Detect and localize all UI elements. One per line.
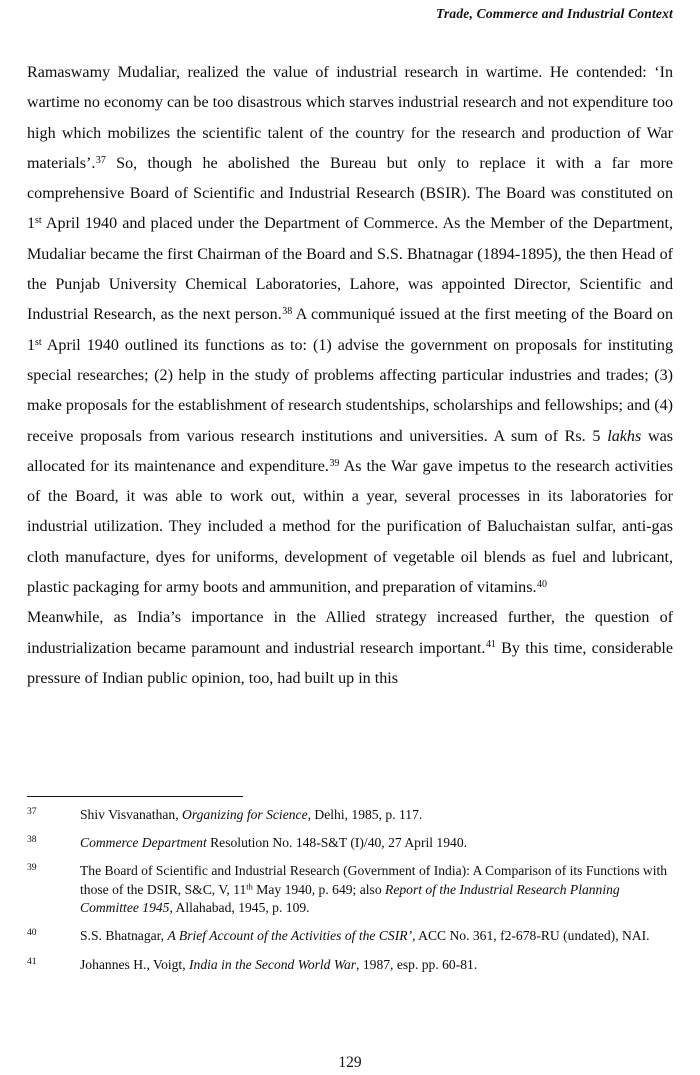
footnote-text-39 — [80, 862, 673, 918]
footnote-ref-39[interactable]: 39 — [329, 457, 340, 469]
para1-segment-1: Ramaswamy Mudaliar, realized the value of industrial research in wartime. He contended: ‘In wartime no economy can be too disastrous which starves industrial research and not expenditure too high which mobilizes the scientific talent of the country for the research and production of War materials’. — [27, 64, 673, 172]
body-text-block — [27, 58, 673, 694]
footnote-item-38 — [27, 834, 673, 853]
footnote-ref-37[interactable]: 37 — [95, 154, 106, 166]
fn39-segment-2: May 1940, p. 649; also — [252, 881, 386, 897]
fn39-segment-3: , Allahabad, 1945, p. 109. — [169, 900, 310, 916]
fn41-segment-1: Johannes H., Voigt, — [80, 956, 190, 972]
footnote-text-40 — [80, 927, 673, 946]
footnote-text-41 — [80, 956, 673, 975]
running-head: Trade, Commerce and Industrial Context — [436, 6, 673, 21]
footnote-area — [27, 796, 673, 974]
para1-segment-2: So, though he abolished the Bureau but only to replace it with a far more comprehensive Board of Scientific and Industrial Research (BSIR). The Board was constituted on 1 — [27, 154, 673, 233]
footnote-separator-rule — [27, 796, 243, 797]
fn40-segment-1: S.S. Bhatnagar, — [80, 928, 168, 944]
para1-segment-3: April 1940 and placed under the Department of Commerce. As the Member of the Department, Mudaliar became the first Chairman of the Board and S.S. Bhatnagar (1894-1895), the then Head of the Punjab University Chemical Laboratories, Lahore, was appointed Director, Scientific and Industrial Research, as the next person. — [27, 215, 673, 324]
paragraph-1 — [27, 58, 673, 603]
fn40-segment-2: , ACC No. 361, f2-678-RU (undated), NAI. — [412, 928, 650, 944]
ordinal-suffix-2: st — [35, 336, 42, 348]
footnote-item-39 — [27, 862, 673, 918]
footnote-number-39: 39 — [27, 862, 37, 874]
fn41-italic-title: India in the Second World War — [189, 956, 357, 972]
fn41-segment-2: , 1987, esp. pp. 60-81. — [356, 956, 478, 972]
fn38-italic-title: Commerce Department — [80, 835, 207, 851]
para2-segment-1: Meanwhile, as India’s importance in the Allied strategy increased further, the question of industrialization became paramount and industrial research important. — [27, 609, 673, 657]
fn38-segment-2: Resolution No. 148-S&T (I)/40, 27 April 1940. — [206, 835, 468, 851]
footnote-item-41 — [27, 956, 673, 975]
para1-segment-4: A communiqué issued at the first meeting of the Board on 1 — [27, 306, 673, 354]
fn37-segment-1: Shiv Visvanathan, — [80, 807, 183, 822]
paragraph-2 — [27, 603, 673, 694]
ordinal-suffix-1: st — [35, 215, 42, 227]
footnote-item-37 — [27, 806, 673, 825]
para2-segment-2: By this time, considerable pressure of Indian public opinion, too, had built up in this — [27, 639, 673, 687]
fn37-italic-title: Organizing for Science — [182, 807, 308, 822]
footnote-number-38: 38 — [27, 834, 37, 846]
para1-segment-5: April 1940 outlined its functions as to: (1) advise the government on proposals for instituting special researches; (2) help in the study of problems affecting particular industries and trades; (3) make proposals for the establishment of research studentships, scholarships and fellowships; and (4) receive proposals from various research institutions and universities. A sum of Rs. 5 — [27, 336, 673, 445]
footnote-item-40 — [27, 927, 673, 946]
fn39-segment-1: The Board of Scientific and Industrial Research (Government of India): A Comparison of its Functions with those of the DSIR, S&C, V, 11 — [80, 863, 668, 897]
footnote-text-37 — [80, 806, 673, 825]
footnote-number-37: 37 — [27, 806, 37, 817]
fn37-segment-2: , Delhi, 1985, p. 117. — [307, 807, 423, 822]
fn40-italic-title: A Brief Account of the Activities of the CSIR’ — [167, 928, 413, 944]
footnote-number-40: 40 — [27, 927, 37, 939]
footnote-text-38 — [80, 834, 673, 853]
footnote-ref-41[interactable]: 41 — [485, 639, 496, 651]
para1-segment-6: was allocated for its maintenance and expenditure. — [27, 427, 673, 475]
fn39-ordinal-suffix: th — [246, 881, 253, 892]
footnote-ref-38[interactable]: 38 — [282, 306, 293, 318]
footnote-ref-40[interactable]: 40 — [537, 578, 547, 590]
page-number: 129 — [338, 1054, 362, 1071]
italic-term-lakhs: lakhs — [607, 427, 642, 445]
fn39-italic-title: Report of the Industrial Research Planning Committee 1945 — [80, 881, 620, 916]
footnote-number-41: 41 — [27, 955, 37, 967]
para1-segment-7: As the War gave impetus to the research activities of the Board, it was able to work out, within a year, several processes in its laboratories for industrial utilization. They included a method for the purification of Baluchaistan sulfar, anti-gas cloth manufacture, dyes for uniforms, development of vegetable oil blends as fuel and lubricant, plastic packaging for army boots and ammunition, and preparation of vitamins. — [27, 457, 673, 597]
